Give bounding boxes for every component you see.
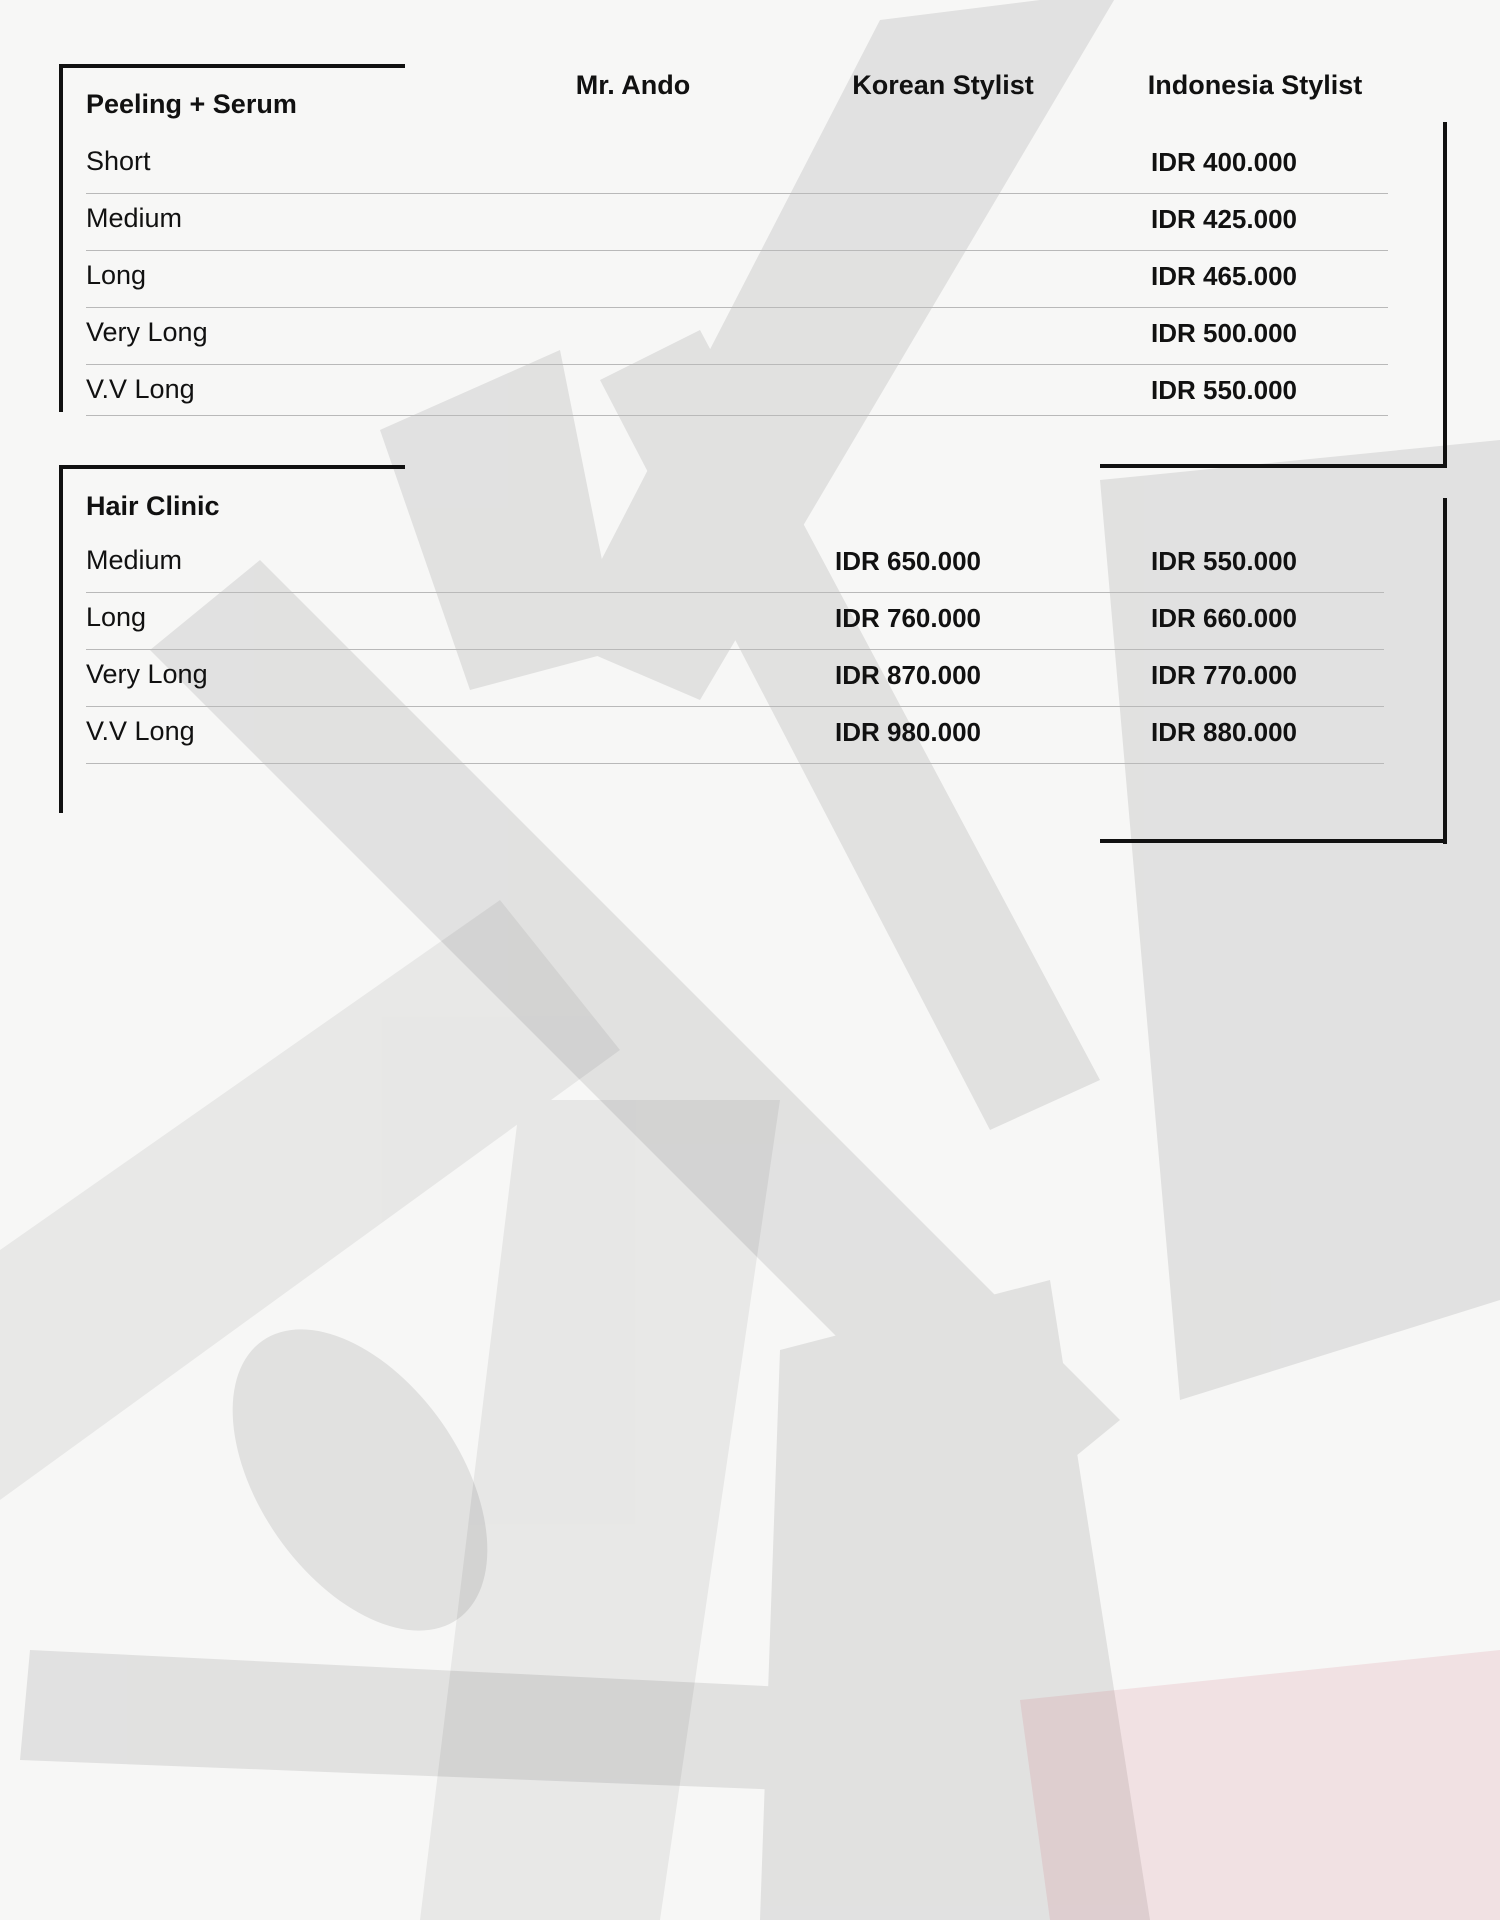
price-korean: IDR 760.000 — [835, 603, 981, 633]
table-row — [86, 536, 1384, 593]
price-indonesia: IDR 425.000 — [1151, 204, 1297, 234]
section-title-peeling-serum: Peeling + Serum — [86, 89, 297, 119]
price-korean: IDR 870.000 — [835, 660, 981, 690]
frame-bottom-right-1 — [1100, 464, 1447, 468]
section-title-hair-clinic: Hair Clinic — [86, 491, 220, 521]
price-indonesia: IDR 500.000 — [1151, 318, 1297, 348]
table-row — [86, 707, 1384, 764]
column-header-indonesia-stylist: Indonesia Stylist — [1147, 70, 1363, 100]
row-label: Medium — [86, 545, 183, 575]
table-row — [86, 308, 1388, 365]
frame-right-2 — [1443, 498, 1447, 844]
price-korean: IDR 650.000 — [835, 546, 981, 576]
row-label: Medium — [86, 203, 183, 233]
frame-right-1 — [1443, 122, 1447, 468]
frame-top-left-2 — [59, 465, 405, 469]
frame-bottom-right-2 — [1100, 839, 1447, 843]
row-label: Very Long — [86, 317, 208, 347]
frame-top-left-1 — [59, 64, 405, 68]
table-row — [86, 137, 1388, 194]
row-label: V.V Long — [86, 716, 195, 746]
column-header-mr-ando: Mr. Ando — [575, 70, 691, 100]
row-label: V.V Long — [86, 374, 195, 404]
row-label: Very Long — [86, 659, 208, 689]
table-row — [86, 251, 1388, 308]
row-label: Short — [86, 146, 151, 176]
table-row — [86, 194, 1388, 251]
price-indonesia: IDR 400.000 — [1151, 147, 1297, 177]
price-indonesia: IDR 550.000 — [1151, 546, 1297, 576]
row-label: Long — [86, 602, 147, 632]
table-row — [86, 650, 1384, 707]
table-row — [86, 365, 1388, 416]
price-indonesia: IDR 770.000 — [1151, 660, 1297, 690]
table-row — [86, 593, 1384, 650]
frame-left-1 — [59, 64, 63, 412]
column-header-korean-stylist: Korean Stylist — [852, 70, 1034, 100]
price-indonesia: IDR 880.000 — [1151, 717, 1297, 747]
frame-left-2 — [59, 465, 63, 813]
price-indonesia: IDR 465.000 — [1151, 261, 1297, 291]
price-korean: IDR 980.000 — [835, 717, 981, 747]
price-indonesia: IDR 660.000 — [1151, 603, 1297, 633]
row-label: Long — [86, 260, 147, 290]
price-indonesia: IDR 550.000 — [1151, 375, 1297, 405]
